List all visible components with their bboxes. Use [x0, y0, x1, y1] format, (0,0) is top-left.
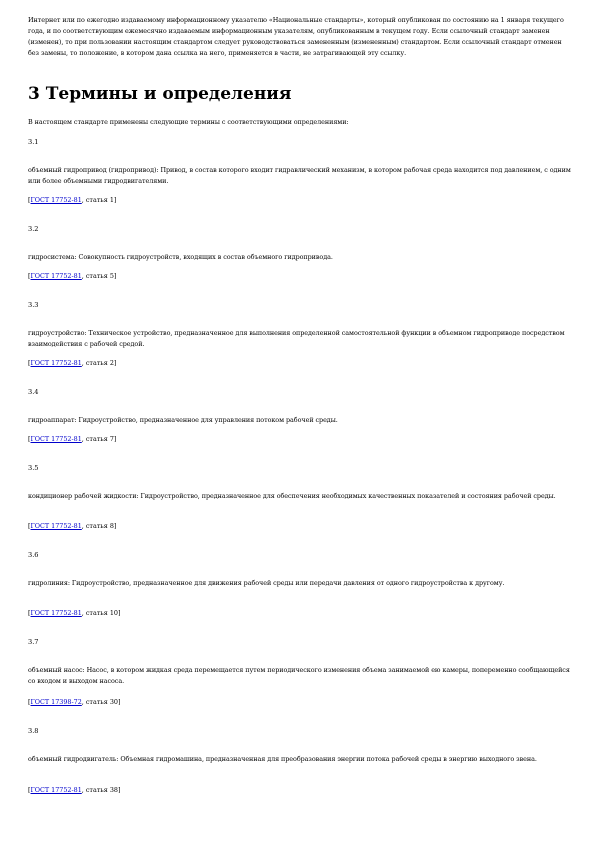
term-number: 3.8 [28, 727, 39, 735]
source-article: , статья 10] [81, 609, 121, 617]
term-source: [ГОСТ 17752-81, статья 5] [28, 272, 117, 280]
term-definition: гидролиния: Гидроустройство, предназначенное для движения рабочей среды или передачи давления от одного гидроустройства к другому. [28, 579, 505, 587]
term-definition: объемный насос: Насос, в котором жидкая среда перемещается путем периодического изменения объема занимаемой ею камеры, попеременно сообщающейся со входом и выходом насоса. [28, 666, 570, 685]
term-number: 3.5 [28, 464, 39, 472]
source-link[interactable]: ГОСТ 17398-72 [30, 698, 82, 706]
source-link[interactable]: ГОСТ 17752-81 [30, 196, 82, 204]
term-number: 3.6 [28, 551, 39, 559]
source-link[interactable]: ГОСТ 17752-81 [30, 786, 82, 794]
term-definition: гидроаппарат: Гидроустройство, предназначенное для управления потоком рабочей среды. [28, 416, 338, 424]
source-article: , статья 5] [81, 272, 117, 280]
source-article: , статья 2] [81, 359, 117, 367]
source-article: , статья 7] [81, 435, 117, 443]
term-source: [ГОСТ 17752-81, статья 8] [28, 522, 117, 530]
term-number: 3.3 [28, 301, 39, 309]
term-source: [ГОСТ 17752-81, статья 38] [28, 786, 121, 794]
term-definition: гидросистема: Совокупность гидроустройств, входящих в состав объемного гидропривода. [28, 253, 333, 261]
source-link[interactable]: ГОСТ 17752-81 [30, 435, 82, 443]
term-definition: гидроустройство: Техническое устройство, предназначенное для выполнения определенной самостоятельной функции в объемном гидроприводе посредством взаимодействия с рабочей средой. [28, 329, 565, 348]
source-link[interactable]: ГОСТ 17752-81 [30, 272, 82, 280]
term-definition: кондиционер рабочей жидкости: Гидроустройство, предназначенное для обеспечения необходимых качественных показателей и состояния рабочей среды. [28, 492, 556, 500]
section-heading: 3 Термины и определения [28, 84, 292, 104]
term-source: [ГОСТ 17752-81, статья 7] [28, 435, 117, 443]
source-link[interactable]: ГОСТ 17752-81 [30, 609, 82, 617]
term-definition: объемный гидродвигатель: Объемная гидромашина, предназначенная для преобразования энергии потока рабочей среды в энергию выходного звена. [28, 755, 537, 763]
term-number: 3.7 [28, 638, 39, 646]
intro-paragraph: Интернет или по ежегодно издаваемому информационному указателю «Национальные стандарты», который опубликован по состоянию на 1 января текущего года, и по соответствующим ежемесячно издаваемым информационным указателям, опубликованным в текущем году. Если ссылочный стандарт заменен (изменен), то при пользовании настоящим стандартом следует руководствоваться замененным (измененным) стандартом. Если ссылочный стандарт отменен без замены, то положение, в котором дана ссылка на него, применяется в части, не затрагивающей эту ссылку. [28, 16, 564, 57]
term-number: 3.4 [28, 388, 39, 396]
source-link[interactable]: ГОСТ 17752-81 [30, 359, 82, 367]
term-source: [ГОСТ 17752-81, статья 10] [28, 609, 121, 617]
source-article: , статья 1] [81, 196, 117, 204]
source-link[interactable]: ГОСТ 17752-81 [30, 522, 82, 530]
term-definition: объемный гидропривод (гидропривод): Привод, в состав которого входит гидравлический механизм, в котором рабочая среда находится под давлением, с одним или более объемными гидродвигателями. [28, 166, 571, 185]
term-number: 3.1 [28, 138, 39, 146]
source-article: , статья 8] [81, 522, 117, 530]
term-source: [ГОСТ 17752-81, статья 1] [28, 196, 117, 204]
section-lead: В настоящем стандарте применены следующие термины с соответствующими определениями: [28, 118, 349, 126]
term-source: [ГОСТ 17752-81, статья 2] [28, 359, 117, 367]
term-source: [ГОСТ 17398-72, статья 30] [28, 698, 121, 706]
source-article: , статья 38] [81, 786, 121, 794]
term-number: 3.2 [28, 225, 39, 233]
source-article: , статья 30] [81, 698, 121, 706]
